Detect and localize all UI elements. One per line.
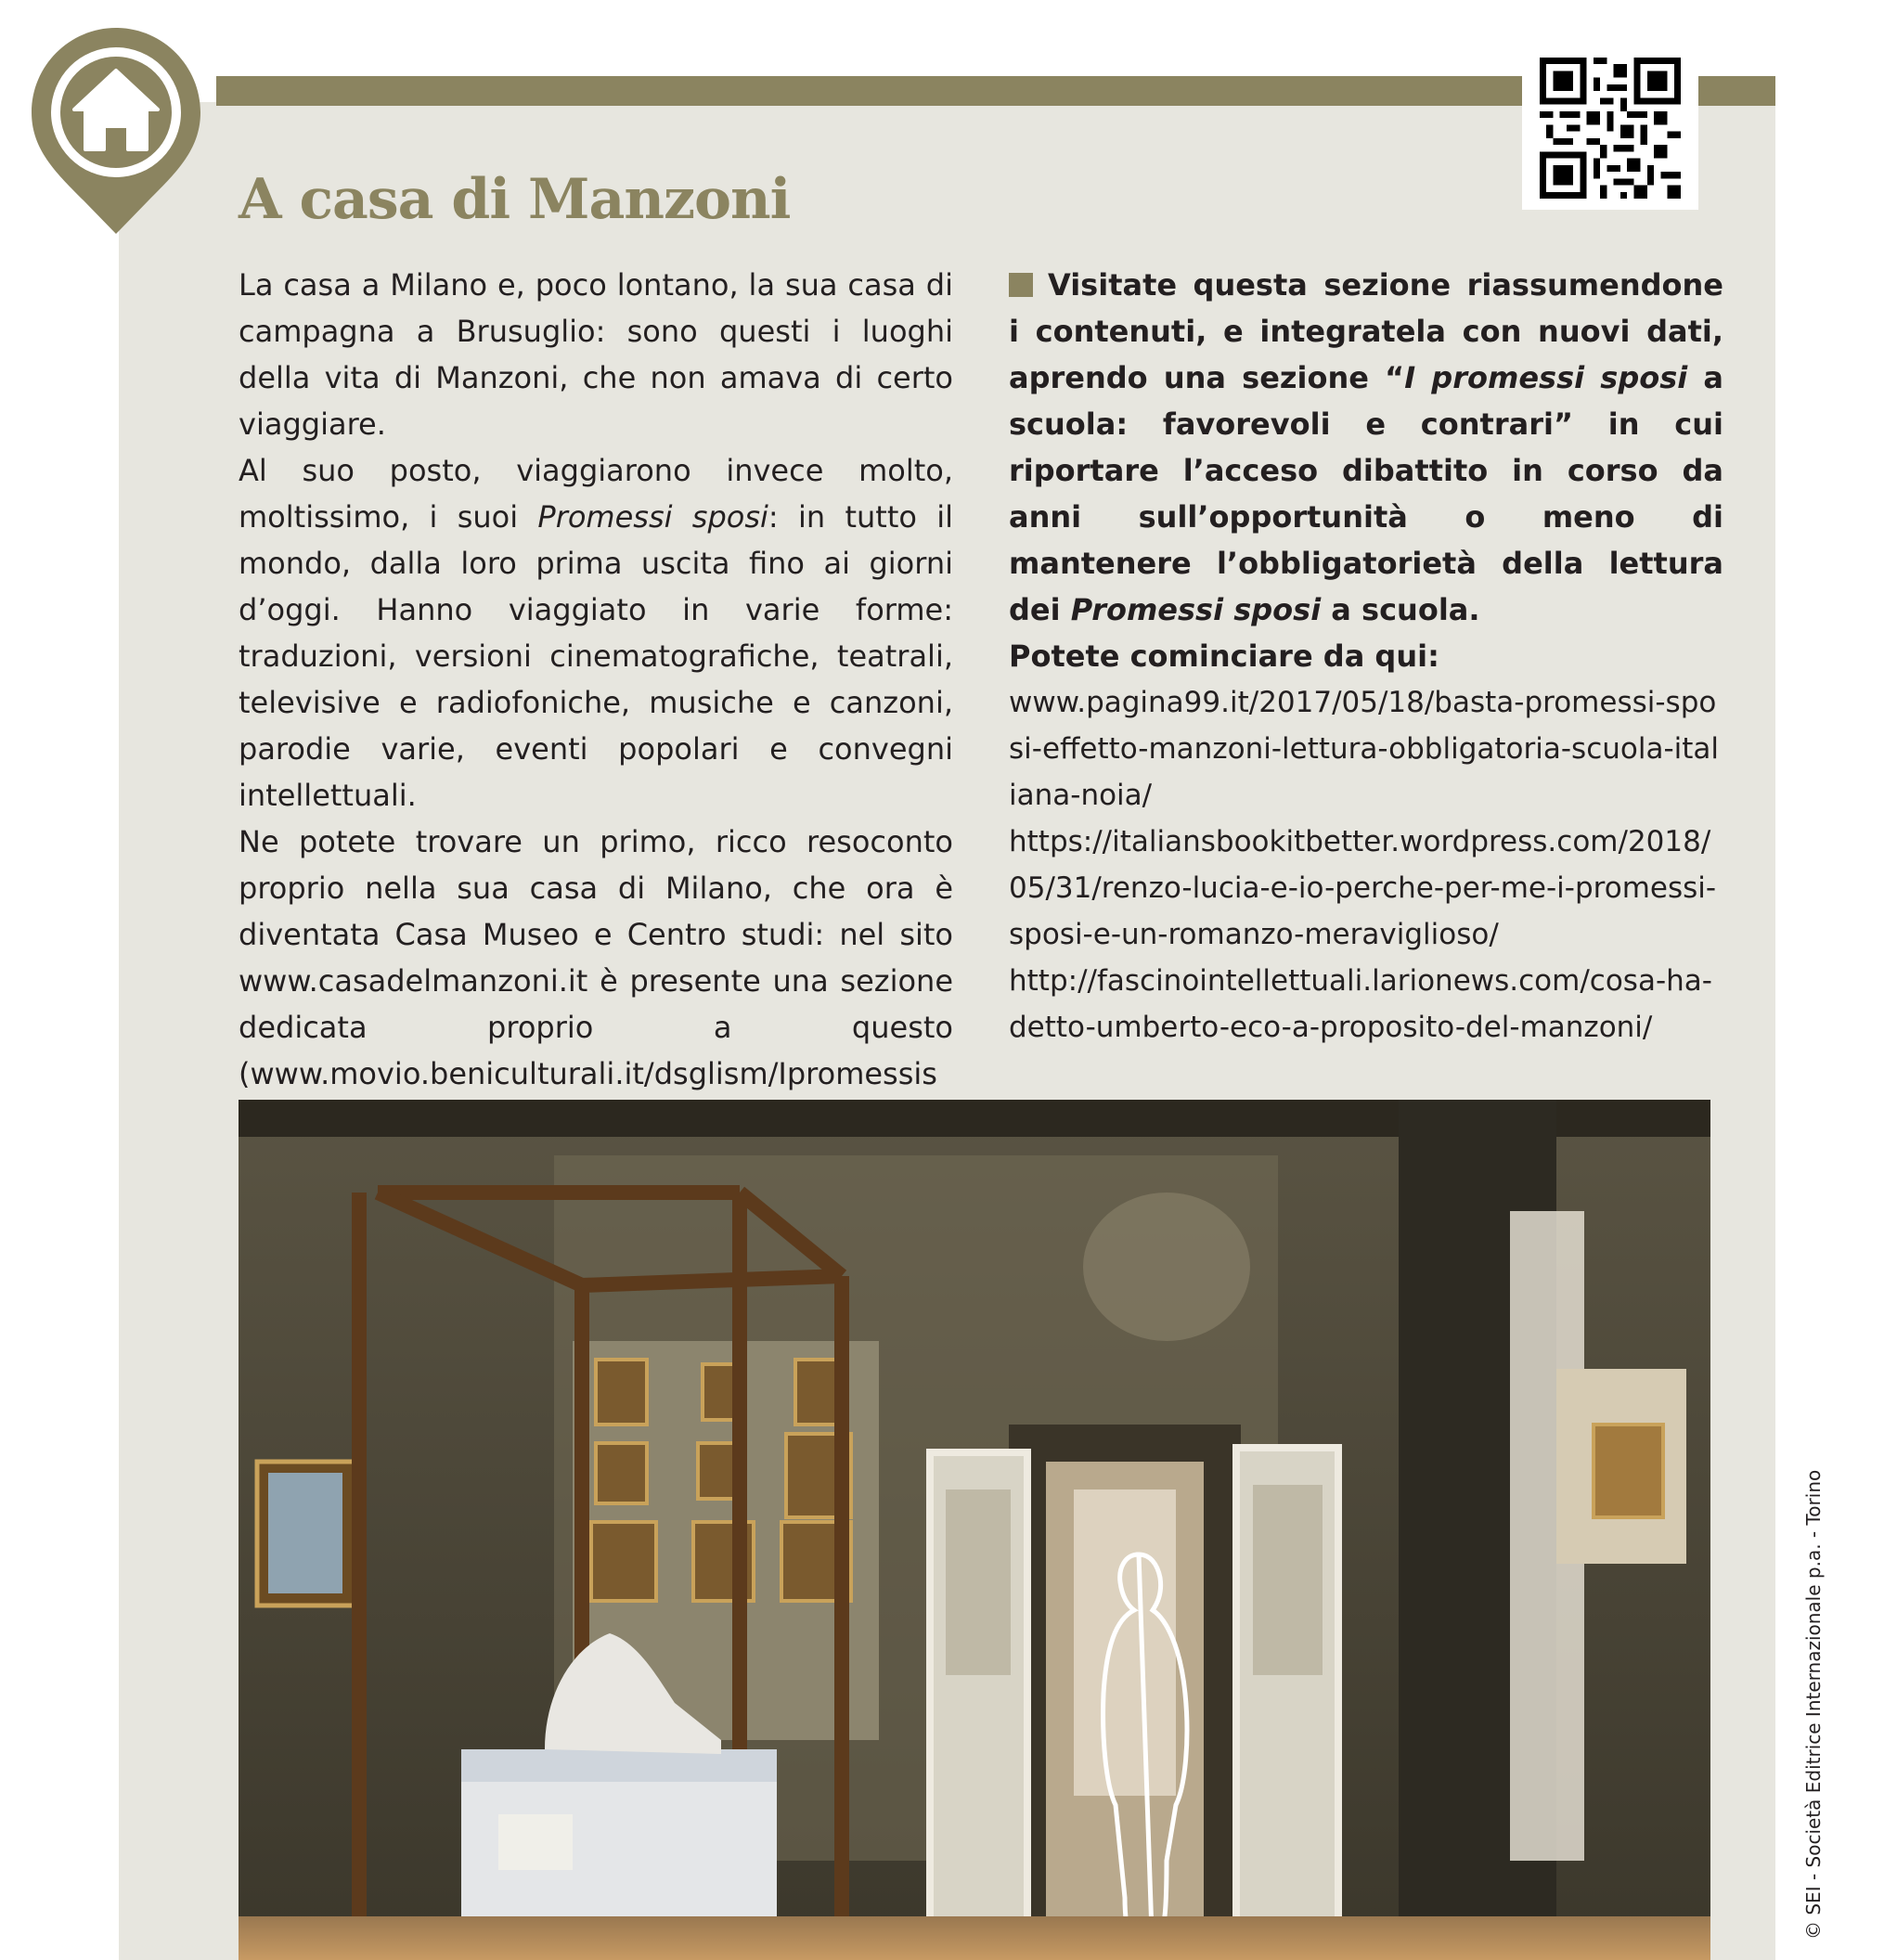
intro-column — [239, 262, 953, 1143]
intro-paragraph-1: La casa a Milano e, poco lontano, la sua casa di campagna a Brusuglio: sono questi i luoghi della vita di Manzoni, che non amava di certo viaggiare. — [239, 267, 953, 442]
home-pin-icon — [28, 24, 204, 238]
link-fascinointellettuali[interactable]: http://fascinointellettuali.larionews.com/cosa-ha-detto-umberto-eco-a-proposito-del-manzoni/ — [1009, 964, 1712, 1044]
section-title: A casa di Manzoni — [239, 167, 791, 232]
activity-task: Visitate questa sezione riassumendone i contenuti, e integratela con nuovi dati, aprendo una sezione “I promessi sposi a scuola: favorevoli e contrari” in cui riportare l’acceso dibattito in corso da anni sull’opportunità o meno di mantenere l’obbligatorietà della lettura dei Promessi sposi a scuola. — [1009, 267, 1724, 627]
links-heading: Potete cominciare da qui: — [1009, 638, 1439, 674]
copyright-credit: © SEI - Società Editrice Internazionale p.a. - Torino — [1802, 1469, 1825, 1940]
link-pagina99[interactable]: www.pagina99.it/2017/05/18/basta-promessi-sposi-effetto-manzoni-lettura-obbligatoria-scuola-italiana-noia/ — [1009, 686, 1720, 812]
qr-code-icon — [1537, 58, 1684, 199]
link-italiansbookitbetter[interactable]: https://italiansbookitbetter.wordpress.com/2018/05/31/renzo-lucia-e-io-perche-per-me-i-promessi-sposi-e-un-romanzo-meraviglioso/ — [1009, 825, 1717, 951]
intro-paragraph-3: Ne potete trovare un primo, ricco resoconto proprio nella sua casa di Milano, che ora è diventata Casa Museo e Centro studi: nel sito www.casadelmanzoni.it è presente una sezione dedicata proprio a questo (www.movio.beniculturali.it/dsglism/Ipromessis — [239, 824, 953, 1091]
activity-column — [1009, 262, 1723, 1051]
square-bullet-icon — [1009, 273, 1033, 297]
intro-paragraph-2: Al suo posto, viaggiarono invece molto, moltissimo, i suoi Promessi sposi: in tutto il mondo, dalla loro prima uscita fino ai giorni d’oggi. Hanno viaggiato in varie forme: traduzioni, versioni cinematografiche, teatrali, televisive e radiofoniche, musiche e canzoni, parodie varie, eventi popolari e convegni intellettuali. — [239, 453, 953, 813]
museum-room-photo — [239, 1100, 1710, 1960]
qr-code[interactable] — [1522, 46, 1698, 210]
